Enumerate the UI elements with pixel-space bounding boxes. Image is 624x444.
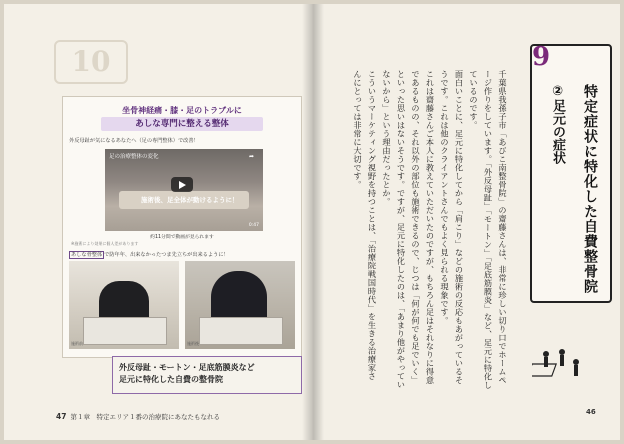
body-column: 千葉県我孫子市「あびこ南整骨院」の齋藤さんは、非常に珍しい切り口でホームペ <box>498 70 508 385</box>
body-column: 面白いことに、足元に特化してから「肩こり」などの施術の反応もあがっているそ <box>454 70 465 385</box>
section-title: 特定症状に特化した自費整骨院 <box>582 84 598 294</box>
subtitle-text: 足元の症状 <box>550 99 565 164</box>
right-page-number: 46 <box>586 408 596 416</box>
website-screenshot-figure <box>62 96 302 358</box>
photo-after-caption: 施術後 <box>187 341 199 346</box>
body-column: ないから」という理由だったとか。 <box>382 70 392 206</box>
body-column: んにとっては非常に大切です。 <box>353 70 363 189</box>
section-subtitle <box>548 84 567 164</box>
left-footer <box>56 412 220 421</box>
callout-line1: 外反母趾・モートン・足底筋膜炎など <box>119 363 255 372</box>
body-text <box>340 70 510 400</box>
left-page-number: 47 <box>56 412 67 421</box>
pictogram-people-icon <box>532 348 584 382</box>
figure-callout <box>112 356 302 394</box>
photo-before <box>69 261 179 349</box>
video-thumbnail <box>105 149 263 231</box>
floor-mat <box>83 317 167 345</box>
figure-subhead: 外反母趾が気になるあなたへ（足の専門整体）で改善！ <box>69 138 199 144</box>
video-overlay-text: 施術後、足全体が動けるように！ <box>141 196 239 204</box>
body-column: こういうマーケティング視野を持つことは、「治療院戦国時代」を生きる治療家さ <box>367 70 378 381</box>
video-duration: 0:47 <box>248 223 259 228</box>
body-column: であるものの、それ以外の部位も施術できるので、じつは「何が何でも足でいく」 <box>411 70 421 385</box>
photo-before-caption: 施術前 <box>71 341 83 346</box>
subhead2-text: で防年年、出来なかったつま先立ちが出来るように！ <box>104 252 229 258</box>
book-gutter <box>302 4 324 440</box>
video-caption: 約11分間で動画が見られます <box>150 235 214 240</box>
share-icon: ➦ <box>249 153 255 160</box>
photo-after <box>185 261 295 349</box>
figure-subhead-2 <box>69 251 295 258</box>
play-icon <box>171 177 193 192</box>
left-page <box>4 4 312 440</box>
section-number-badge <box>532 42 568 82</box>
floor-mat <box>199 317 283 345</box>
figure-header-line2: あしな専門に整える整体 <box>101 117 263 131</box>
body-column: これは齋藤さんご本人に教えていただいたのですが、もちろん足はそれなりに得意 <box>425 70 436 385</box>
body-column: ージ作りをしています。「外反母趾」「モートン」「足底筋膜炎」など、足元に特化し <box>483 70 494 390</box>
ghost-chapter-number: 10 <box>54 40 128 84</box>
figure-header-line1: 坐骨神経痛・膝・足のトラブルに <box>122 106 242 115</box>
subhead2-chip: あしな骨整体 <box>71 252 103 258</box>
video-title: 足の治療整体の変化 <box>109 154 159 160</box>
body-column: といった思いはないそうです。ですが、足元に特化したのは、「あまり他がやってい <box>396 70 407 389</box>
body-column: うです。これは他のクライアントさんでもよく見られる現象です。 <box>440 70 450 325</box>
video-note: ※施術により効果に個人差があります <box>71 241 139 246</box>
subtitle-number: ② <box>550 84 565 99</box>
section-number: 9 <box>532 42 551 72</box>
callout-line2: 足元に特化した自費の整骨院 <box>119 375 223 384</box>
body-column: ているのです。 <box>469 70 479 130</box>
book-spread <box>4 4 620 440</box>
left-footer-text: 第１章 特定エリア１番の治療院にあなたもなれる <box>70 413 220 421</box>
